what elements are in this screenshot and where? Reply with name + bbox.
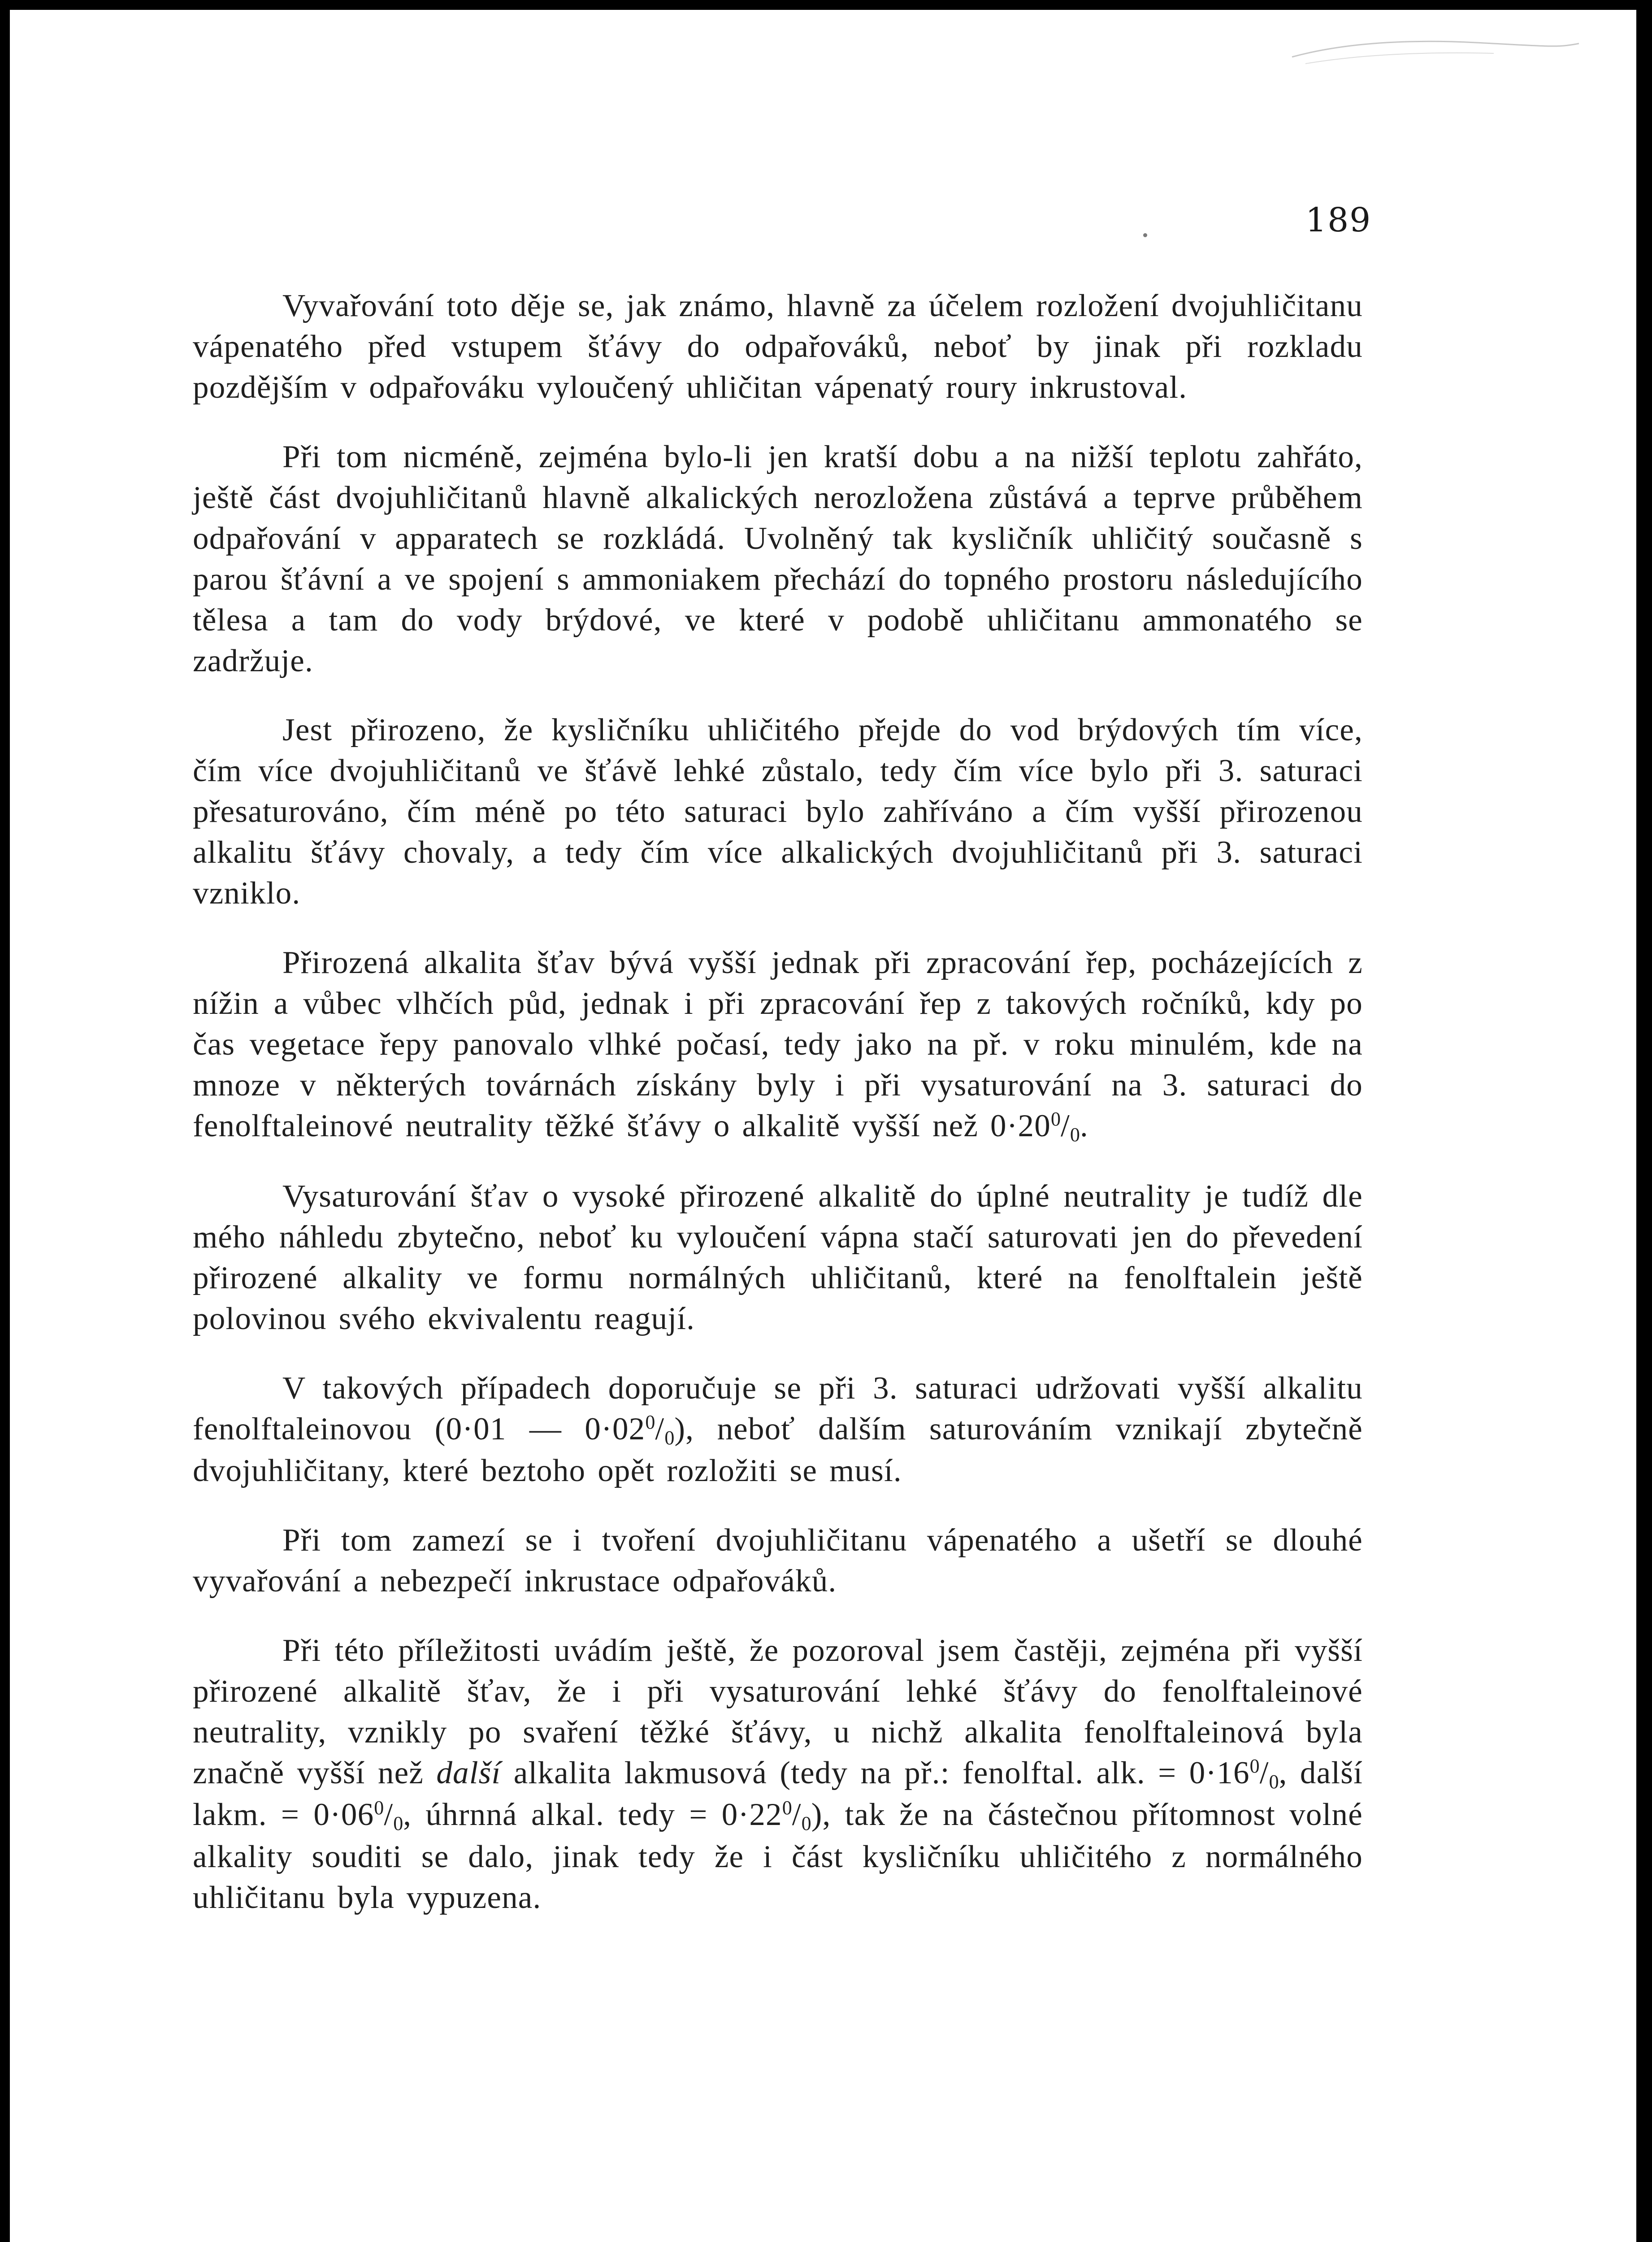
percent-top: 0 (1249, 1755, 1260, 1777)
percent-top: 0 (1050, 1108, 1061, 1130)
paragraph-8-text-b: alkalita lakmusová (tedy na př.: fenolftal. alk. = 0·16 (501, 1755, 1250, 1790)
paragraph-7: Při tom zamezí se i tvoření dvojuhličitanu vápenatého a ušetří se dlouhé vyvařování a nebezpečí inkrustace odpařováků. (193, 1523, 1363, 1599)
paragraph-8-text-c: , další lakm. = 0·06 (193, 1755, 1363, 1833)
percent-top: 0 (782, 1797, 792, 1819)
paragraph-3: Jest přirozeno, že kysličníku uhličitého přejde do vod brýdových tím více, čím více dvojuhličitanů ve šťávě lehké zůstalo, tedy čím více bylo při 3. saturaci přesaturováno, čím méně po této saturaci bylo zahříváno a čím vyšší přirozenou alkalitu šťávy chovaly, a tedy čím více alkalických dvojuhličitanů při 3. saturaci vzniklo. (193, 713, 1363, 911)
paragraph-2: Při tom nicméně, zejména bylo-li jen kratší dobu a na nižší teplotu zahřáto, ještě část dvojuhličitanů hlavně alkalických nerozložena zůstává a teprve průběhem odpařování v apparatech se rozkládá. Uvolněný tak kysličník uhličitý současně s parou šťávní a ve spojení s ammoniakem přechází do topného prostoru následujícího tělesa a tam do vody brýdové, ve které v podobě uhličitanu ammonatého se zadržuje. (193, 439, 1363, 678)
paragraph-4: Přirozená alkalita šťav bývá vyšší jednak při zpracování řep, pocházejících z nížin a vůbec vlhčích půd, jednak i při zpracování řep z takových ročníků, kdy po čas vegetace řepy panovalo vlhké počasí, tedy jako na př. v roku minulém, kde na mnoze v některých továrnách získány byly i při vysaturování na 3. saturaci do fenolftaleinové neutrality těžké šťávy o alkalitě vyšší než $0\cdot 20^0/_0$. (193, 945, 1363, 1146)
paragraph-8-italic: další (436, 1755, 501, 1790)
percent-bottom: 0 (664, 1426, 675, 1449)
paragraph-6-text-a: V takových případech doporučuje se při 3. saturaci udržovati vyšší alkalitu fenolftaleinovou (0·01 — 0·02 (193, 1371, 1363, 1447)
paragraph-6-text-b: ), neboť dalším saturováním vznikají zbytečně dvojuhličitany, které beztoho opět rozložiti se musí. (193, 1411, 1363, 1489)
ink-speck (1143, 233, 1147, 237)
paragraph-8: Při této příležitosti uvádím ještě, že pozoroval jsem častěji, zejména při vyšší přirozené alkalitě šťav, že i při vysaturování lehké šťávy do fenolftaleinové neutrality, vznikly po svaření těžké šťávy, u nichž alkalita fenolftaleinová byla značně vyšší než další alkalita lakmusová (tedy na př.: fenolftal. alk. = $0\cdot 16^0/_0$, další lakm. = $0\cdot 06^0/_0$, úhrnná alkal. tedy = $0\cdot 22^0/_0$), tak že na částečnou přítomnost volné alkality souditi se dalo, jinak tedy že i část kysličníku uhličitého z normálného uhličitanu byla vypuzena. (193, 1633, 1363, 1915)
page-paper (10, 10, 1636, 2242)
paragraph-8-text-d: , úhrnná alkal. tedy = 0·22 (403, 1797, 782, 1833)
paragraph-6: V takových případech doporučuje se při 3. saturaci udržovati vyšší alkalitu fenolftaleinovou (0·01 — $0\cdot 02^0/_0$), neboť dalším saturováním vznikají zbytečně dvojuhličitany, které beztoho opět rozložiti se musí. (193, 1371, 1363, 1489)
paragraph-1: Vyvařování toto děje se, jak známo, hlavně za účelem rozložení dvojuhličitanu vápenatého před vstupem šťávy do odpařováků, neboť by jinak při rozkladu pozdějším v odpařováku vyloučený uhličitan vápenatý roury inkrustoval. (193, 288, 1363, 405)
paragraph-5: Vysaturování šťav o vysoké přirozené alkalitě do úplné neutrality je tudíž dle mého náhledu zbytečno, neboť ku vyloučení vápna stačí saturovati jen do převedení přirozené alkality ve formu normálných uhličitanů, které na fenolftalein ještě polovinou svého ekvivalentu reagují. (193, 1179, 1363, 1337)
percent-bottom: 0 (1269, 1770, 1279, 1793)
paragraph-4-text: Přirozená alkalita šťav bývá vyšší jednak při zpracování řep, pocházejících z nížin a vůbec vlhčích půd, jednak i při zpracování řep z takových ročníků, kdy po čas vegetace řepy panovalo vlhké počasí, tedy jako na př. v roku minulém, kde na mnoze v některých továrnách získány byly i při vysaturování na 3. saturaci do fenolftaleinové neutrality těžké šťávy o alkalitě vyšší než 0·20 (193, 945, 1363, 1143)
body-text (193, 286, 1363, 1918)
scan-artifact (1288, 30, 1583, 70)
percent-bottom: 0 (1070, 1123, 1080, 1146)
percent-bottom: 0 (393, 1812, 403, 1835)
percent-top: 0 (374, 1797, 384, 1819)
page-number: 189 (1305, 201, 1372, 239)
percent-bottom: 0 (801, 1812, 811, 1835)
paragraph-8-text-e: ), tak že na částečnou přítomnost volné alkality souditi se dalo, jinak tedy že i část kysličníku uhličitého z normálného uhličitanu byla vypuzena. (193, 1797, 1363, 1915)
paragraph-8-text-a: Při této příležitosti uvádím ještě, že pozoroval jsem častěji, zejména při vyšší přirozené alkalitě šťav, že i při vysaturování lehké šťávy do fenolftaleinové neutrality, vznikly po svaření těžké šťávy, u nichž alkalita fenolftaleinová byla značně vyšší než (193, 1633, 1363, 1790)
percent-top: 0 (645, 1411, 655, 1433)
